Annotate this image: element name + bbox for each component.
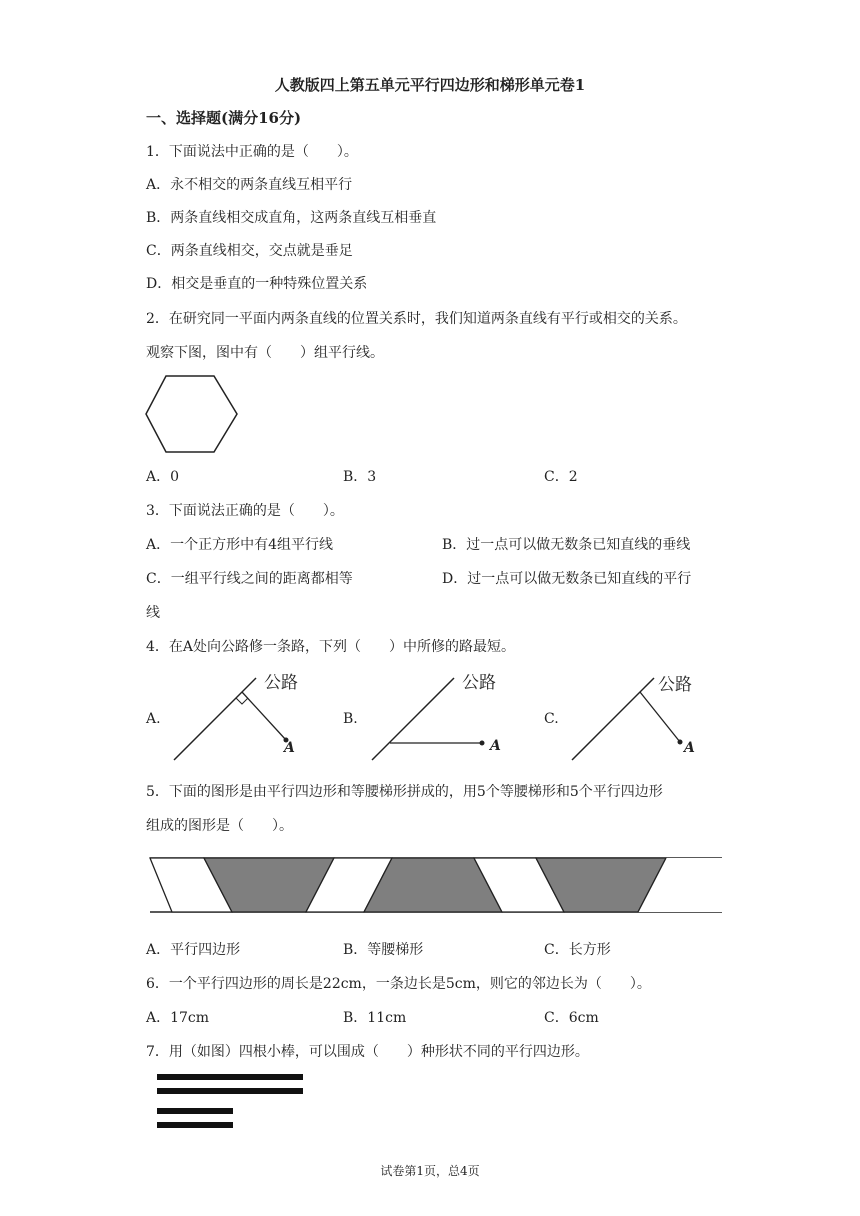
road-label: 公路 [462, 673, 496, 693]
short-stick [157, 1122, 233, 1128]
q4-option-a[interactable]: A. [146, 711, 161, 727]
q5-stem-line2: 组成的图形是（ ）。 [146, 818, 293, 834]
q3-stem: 3．下面说法正确的是（ ）。 [146, 503, 344, 519]
q1-stem: 1．下面说法中正确的是（ ）。 [146, 144, 358, 160]
q1-option-d[interactable]: D．相交是垂直的一种特殊位置关系 [146, 276, 368, 292]
q3-option-c[interactable]: C．一组平行线之间的距离都相等 [146, 571, 353, 587]
q3-option-d[interactable]: D．过一点可以做无数条已知直线的平行 [442, 571, 692, 587]
q4-diagram-a [170, 668, 310, 764]
q6-option-b[interactable]: B．11cm [343, 1010, 407, 1026]
q2-option-b[interactable]: B．3 [343, 469, 377, 485]
q2-stem-line2: 观察下图，图中有（ ）组平行线。 [146, 345, 384, 361]
q4-stem: 4．在A处向公路修一条路，下列（ ）中所修的路最短。 [146, 639, 516, 655]
q4-diagram-b [368, 668, 508, 764]
q5-option-a[interactable]: A．平行四边形 [146, 942, 241, 958]
q2-option-c[interactable]: C．2 [544, 469, 578, 485]
q5-option-c[interactable]: C．长方形 [544, 942, 611, 958]
point-a-label: A [684, 740, 695, 756]
sticks-figure [155, 1072, 307, 1132]
section-heading: 一、选择题(满分16分) [146, 109, 302, 127]
q2-stem-line1: 2．在研究同一平面内两条直线的位置关系时，我们知道两条直线有平行或相交的关系。 [146, 311, 687, 327]
q3-option-d-continuation: 线 [146, 605, 160, 621]
q4-option-b[interactable]: B. [343, 711, 358, 727]
long-stick [157, 1088, 303, 1094]
q5-option-b[interactable]: B．等腰梯形 [343, 942, 424, 958]
q6-stem: 6．一个平行四边形的周长是22cm，一条边长是5cm，则它的邻边长为（ ）。 [146, 976, 651, 992]
q3-option-a[interactable]: A．一个正方形中有4组平行线 [146, 537, 334, 553]
q3-option-b[interactable]: B．过一点可以做无数条已知直线的垂线 [442, 537, 691, 553]
q1-option-b[interactable]: B．两条直线相交成直角，这两条直线互相垂直 [146, 210, 437, 226]
q6-option-c[interactable]: C．6cm [544, 1010, 599, 1026]
hexagon-figure [144, 374, 240, 456]
long-stick [157, 1074, 303, 1080]
strip-figure [148, 854, 724, 916]
q1-option-a[interactable]: A．永不相交的两条直线互相平行 [146, 177, 353, 193]
point-a-label: A [284, 740, 295, 756]
page-title: 人教版四上第五单元平行四边形和梯形单元卷1 [274, 76, 586, 94]
page-footer: 试卷第1页，总4页 [380, 1164, 480, 1178]
q4-option-c[interactable]: C. [544, 711, 559, 727]
point-a-label: A [490, 738, 501, 754]
q2-option-a[interactable]: A．0 [146, 469, 180, 485]
q5-stem-line1: 5．下面的图形是由平行四边形和等腰梯形拼成的，用5个等腰梯形和5个平行四边形 [146, 784, 663, 800]
q6-option-a[interactable]: A．17cm [146, 1010, 210, 1026]
short-stick [157, 1108, 233, 1114]
road-label: 公路 [658, 675, 692, 695]
q7-stem: 7．用（如图）四根小棒，可以围成（ ）种形状不同的平行四边形。 [146, 1044, 589, 1060]
q1-option-c[interactable]: C．两条直线相交，交点就是垂足 [146, 243, 353, 259]
q4-diagram-c [568, 668, 708, 764]
road-label: 公路 [264, 673, 298, 693]
